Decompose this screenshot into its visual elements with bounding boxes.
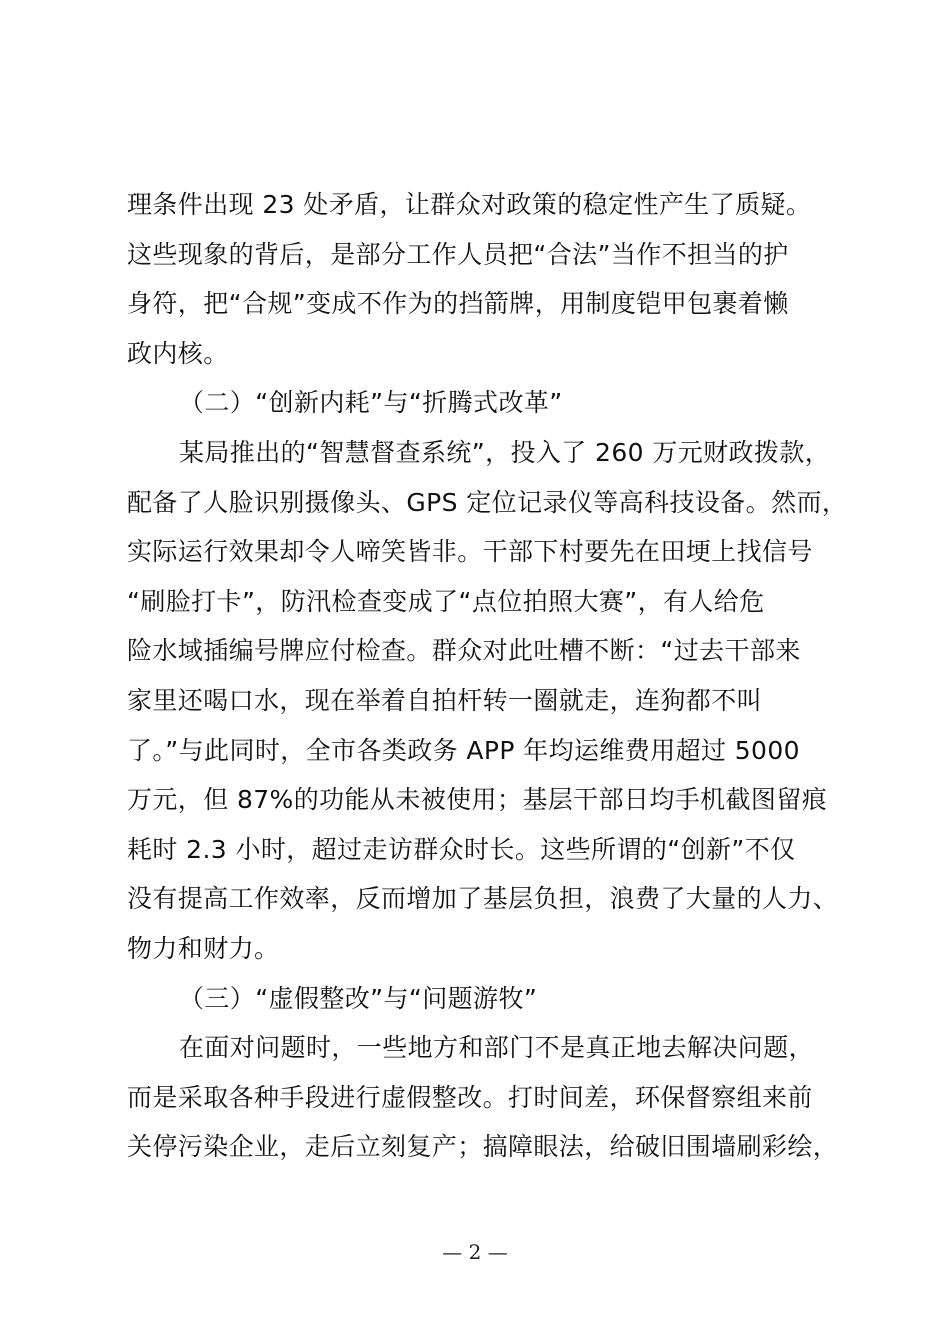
text-line: 而是采取各种手段进行虚假整改。打时间差，环保督察组来前 [127,1082,813,1112]
section-heading: （二）“创新内耗”与“折腾式改革” [179,388,563,418]
text-line: 配备了人脸识别摄像头、GPS 定位记录仪等高科技设备。然而， [127,487,848,517]
text-line: 关停污染企业，走后立刻复产；搞障眼法，给破旧围墙刷彩绘， [127,1132,839,1162]
text-line: 耗时 2.3 小时，超过走访群众时长。这些所谓的“创新”不仅 [127,834,796,864]
text-line: 在面对问题时，一些地方和部门不是真正地去解决问题， [179,1033,815,1063]
section-heading: （三）“虚假整改”与“问题游牧” [179,983,538,1013]
text-line: 实际运行效果却令人啼笑皆非。干部下村要先在田埂上找信号 [127,537,813,567]
text-line: 这些现象的背后，是部分工作人员把“合法”当作不担当的护 [127,239,789,269]
text-line: 没有提高工作效率，反而增加了基层负担，浪费了大量的人力、 [127,884,839,914]
text-line: 了。”与此同时，全市各类政务 APP 年均运维费用超过 5000 [127,735,800,765]
text-line: 险水域插编号牌应付检查。群众对此吐槽不断：“过去干部来 [127,636,801,666]
text-line: 政内核。 [127,338,229,368]
text-line: 理条件出现 23 处矛盾，让群众对政策的稳定性产生了质疑。 [127,190,812,219]
text-line: 某局推出的“智慧督查系统”，投入了 260 万元财政拨款， [179,437,831,467]
text-line: 家里还喝口水，现在举着自拍杆转一圈就走，连狗都不叫 [127,685,763,715]
text-line: “刷脸打卡”，防汛检查变成了“点位拍照大赛”，有人给危 [127,586,765,616]
document-body [127,180,857,1172]
text-line: 万元，但 87%的功能从未被使用；基层干部日均手机截图留痕 [127,785,828,815]
text-line: 身符，把“合规”变成不作为的挡箭牌，用制度铠甲包裹着懒 [127,289,789,319]
text-line: 物力和财力。 [127,933,280,963]
page-number: — 2 — [442,1240,508,1264]
